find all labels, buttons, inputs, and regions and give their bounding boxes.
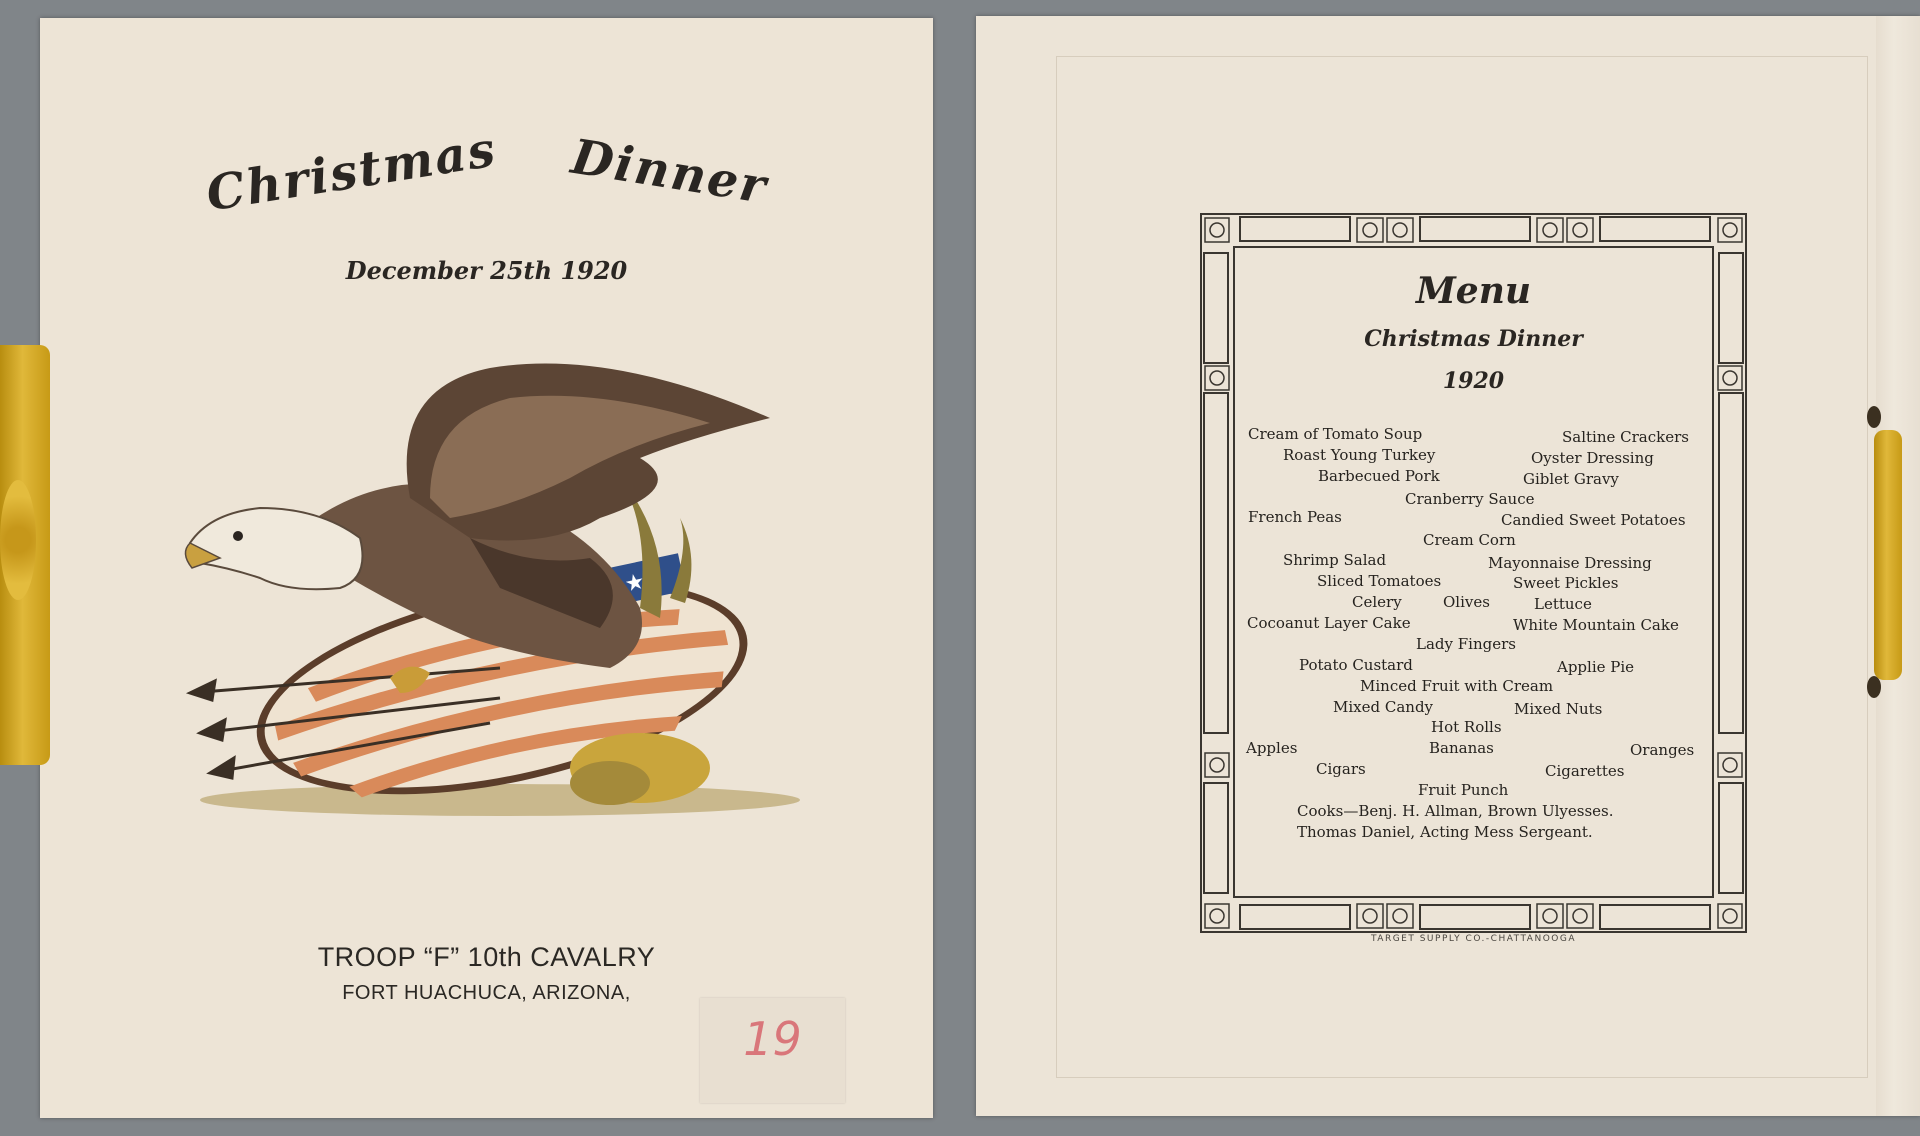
menu-item: Cranberry Sauce bbox=[1405, 490, 1535, 508]
menu-item: Lettuce bbox=[1534, 595, 1592, 613]
troop-name: TROOP “F” 10th CAVALRY bbox=[317, 942, 656, 972]
menu-item: Mixed Nuts bbox=[1514, 700, 1603, 718]
fort-location: FORT HUACHUCA, ARIZONA, bbox=[342, 982, 631, 1004]
menu-item: Minced Fruit with Cream bbox=[1360, 677, 1554, 695]
menu-item: Bananas bbox=[1429, 739, 1494, 757]
ribbon-hole-bottom bbox=[1867, 676, 1881, 698]
menu-item: Olives bbox=[1443, 593, 1490, 611]
cover-title bbox=[40, 121, 933, 223]
menu-item: Sweet Pickles bbox=[1513, 574, 1619, 592]
menu-item: Celery bbox=[1352, 593, 1402, 611]
ribbon-hole-top bbox=[1867, 406, 1881, 428]
svg-text:★ ★: ★ bbox=[622, 569, 648, 598]
right-ribbon bbox=[1874, 430, 1902, 680]
menu-item: Giblet Gravy bbox=[1523, 470, 1619, 488]
menu-item: Roast Young Turkey bbox=[1283, 446, 1436, 464]
menu-item: Cocoanut Layer Cake bbox=[1247, 614, 1411, 632]
menu-item: Hot Rolls bbox=[1431, 718, 1502, 736]
menu-item: Oranges bbox=[1630, 741, 1695, 759]
menu-item: Oyster Dressing bbox=[1531, 449, 1654, 467]
menu-item: Cigars bbox=[1316, 760, 1366, 778]
sticker-number: 19 bbox=[743, 1012, 802, 1066]
menu-item: Mayonnaise Dressing bbox=[1488, 554, 1652, 572]
menu-item: Candied Sweet Potatoes bbox=[1501, 511, 1686, 529]
menu-item: Cream of Tomato Soup bbox=[1248, 425, 1423, 443]
menu-item: Potato Custard bbox=[1299, 656, 1413, 674]
cover-card bbox=[40, 18, 933, 1118]
menu-item: White Mountain Cake bbox=[1513, 616, 1679, 634]
menu-year: 1920 bbox=[1442, 368, 1505, 394]
inventory-sticker bbox=[700, 998, 845, 1103]
menu-title: Menu bbox=[1415, 270, 1532, 312]
menu-item: Shrimp Salad bbox=[1283, 551, 1387, 569]
cover-date: December 25th 1920 bbox=[345, 256, 628, 285]
menu-item: Sliced Tomatoes bbox=[1317, 572, 1442, 590]
menu-credit-sergeant: Thomas Daniel, Acting Mess Sergeant. bbox=[1297, 823, 1593, 841]
menu-item: Applie Pie bbox=[1557, 658, 1635, 676]
menu-item: Apples bbox=[1246, 739, 1298, 757]
printer-imprint: TARGET SUPPLY CO.-CHATTANOOGA bbox=[1370, 934, 1576, 944]
menu-item: Cream Corn bbox=[1423, 531, 1516, 549]
menu-credit-cooks: Cooks—Benj. H. Allman, Brown Ulyesses. bbox=[1297, 802, 1614, 820]
left-ribbon-knot bbox=[0, 480, 36, 600]
menu-item: Lady Fingers bbox=[1416, 635, 1516, 653]
eagle-on-shield-icon bbox=[170, 348, 830, 828]
cover-title-dinner: Dinner bbox=[567, 128, 771, 216]
menu-item: Mixed Candy bbox=[1333, 698, 1434, 716]
menu-item: French Peas bbox=[1248, 508, 1342, 526]
menu-item: Saltine Crackers bbox=[1562, 428, 1689, 446]
menu-subtitle: Christmas Dinner bbox=[1364, 326, 1583, 352]
menu-item: Cigarettes bbox=[1545, 762, 1625, 780]
menu-item: Fruit Punch bbox=[1418, 781, 1509, 799]
cover-title-christmas: Christmas bbox=[202, 121, 501, 223]
menu-item: Barbecued Pork bbox=[1318, 467, 1440, 485]
